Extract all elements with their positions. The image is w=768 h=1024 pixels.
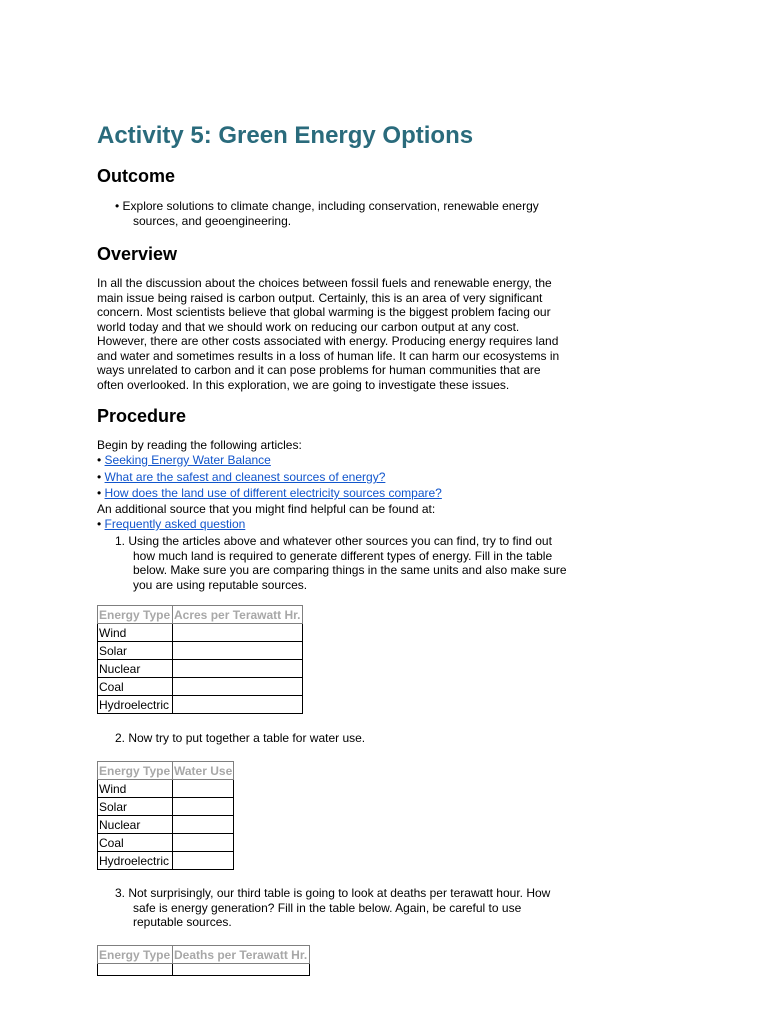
- table-row: [98, 624, 303, 642]
- input-cell[interactable]: [173, 624, 303, 642]
- bullet: •: [97, 453, 105, 467]
- input-cell[interactable]: [173, 642, 303, 660]
- deaths-table: [97, 945, 310, 976]
- table-cell: Coal: [98, 678, 173, 696]
- bullet: •: [97, 517, 105, 531]
- table-row: [98, 642, 303, 660]
- outcome-heading: Outcome: [97, 166, 176, 186]
- bullet: •: [97, 486, 105, 500]
- overview-heading: Overview: [97, 244, 178, 264]
- table-cell: Solar: [98, 642, 173, 660]
- input-cell[interactable]: [173, 852, 234, 870]
- table-row: [98, 696, 303, 714]
- table-row: [98, 816, 234, 834]
- table-header: Acres per Terawatt Hr.: [174, 607, 301, 622]
- step-3-text: 3. Not surprisingly, our third table is going to look at deaths per terawatt hour. How safe is energy generation? Fill in the table below. Again, be careful to use reputable sources.: [115, 886, 551, 929]
- table-row: [98, 660, 303, 678]
- input-cell[interactable]: [173, 798, 234, 816]
- table-cell: Nuclear: [98, 816, 173, 834]
- procedure-heading: Procedure: [97, 406, 187, 426]
- step-2-text: 2. Now try to put together a table for water use.: [115, 731, 366, 745]
- table-row: [98, 678, 303, 696]
- page-title: Activity 5: Green Energy Options: [97, 122, 474, 149]
- overview-text: In all the discussion about the choices between fossil fuels and renewable energy, the main issue being raised is carbon output. Certainly, this is an area of very significant concern. Most scientists believe that global warming is the biggest problem facing our world today and that we should work on reducing our carbon output at any cost. However, there are other costs associated with energy. Producing energy requires land and water and sometimes results in a loss of human life. It can harm our ecosystems in ways unrelated to carbon and it can pose problems for human communities that are often overlooked. In this exploration, we are going to investigate these issues.: [97, 276, 560, 392]
- table-cell: Hydroelectric: [98, 852, 173, 870]
- table-row: [98, 852, 234, 870]
- input-cell[interactable]: [98, 964, 173, 976]
- link-land-use-electricity[interactable]: How does the land use of different electricity sources compare?: [104, 486, 442, 500]
- additional-source-text: An additional source that you might find helpful can be found at:: [97, 502, 436, 516]
- table-header: Energy Type: [98, 762, 173, 780]
- input-cell[interactable]: [173, 660, 303, 678]
- article-link-item: [97, 470, 567, 485]
- input-cell[interactable]: [173, 780, 234, 798]
- input-cell[interactable]: [173, 834, 234, 852]
- input-cell[interactable]: [173, 678, 303, 696]
- input-cell[interactable]: [173, 964, 310, 976]
- water-use-table: [97, 761, 234, 870]
- input-cell[interactable]: [173, 696, 303, 714]
- table-row: [98, 798, 234, 816]
- table-cell: Coal: [98, 834, 173, 852]
- input-cell[interactable]: [173, 816, 234, 834]
- table-header: Energy Type: [98, 606, 173, 624]
- table-cell: Solar: [98, 798, 173, 816]
- table-row: [98, 964, 310, 976]
- step-1-text: 1. Using the articles above and whatever other sources you can find, try to find out how much land is required to generate different types of energy. Fill in the table below. Make sure you are comparing things in the same units and also make sure you are using reputable sources.: [115, 534, 567, 592]
- article-link-item: [97, 453, 567, 468]
- table-cell: Hydroelectric: [98, 696, 173, 714]
- land-use-table: [97, 605, 303, 714]
- faq-link-item: [97, 517, 567, 532]
- procedure-intro: Begin by reading the following articles:: [97, 438, 302, 452]
- table-cell: Wind: [98, 780, 173, 798]
- table-row: [98, 834, 234, 852]
- outcome-bullet: • Explore solutions to climate change, including conservation, renewable energy sources, and geoengineering.: [115, 199, 539, 228]
- table-row: [98, 780, 234, 798]
- article-link-item: [97, 486, 567, 501]
- link-faq[interactable]: Frequently asked question: [104, 517, 246, 531]
- table-header: Water Use: [174, 763, 233, 778]
- table-cell: Nuclear: [98, 660, 173, 678]
- table-header: Deaths per Terawatt Hr.: [173, 946, 310, 964]
- bullet: •: [97, 470, 105, 484]
- link-safest-cleanest-energy[interactable]: What are the safest and cleanest sources of energy?: [104, 470, 386, 484]
- table-cell: Wind: [98, 624, 173, 642]
- link-seeking-energy-water-balance[interactable]: Seeking Energy Water Balance: [104, 453, 271, 467]
- table-header: Energy Type: [98, 946, 173, 964]
